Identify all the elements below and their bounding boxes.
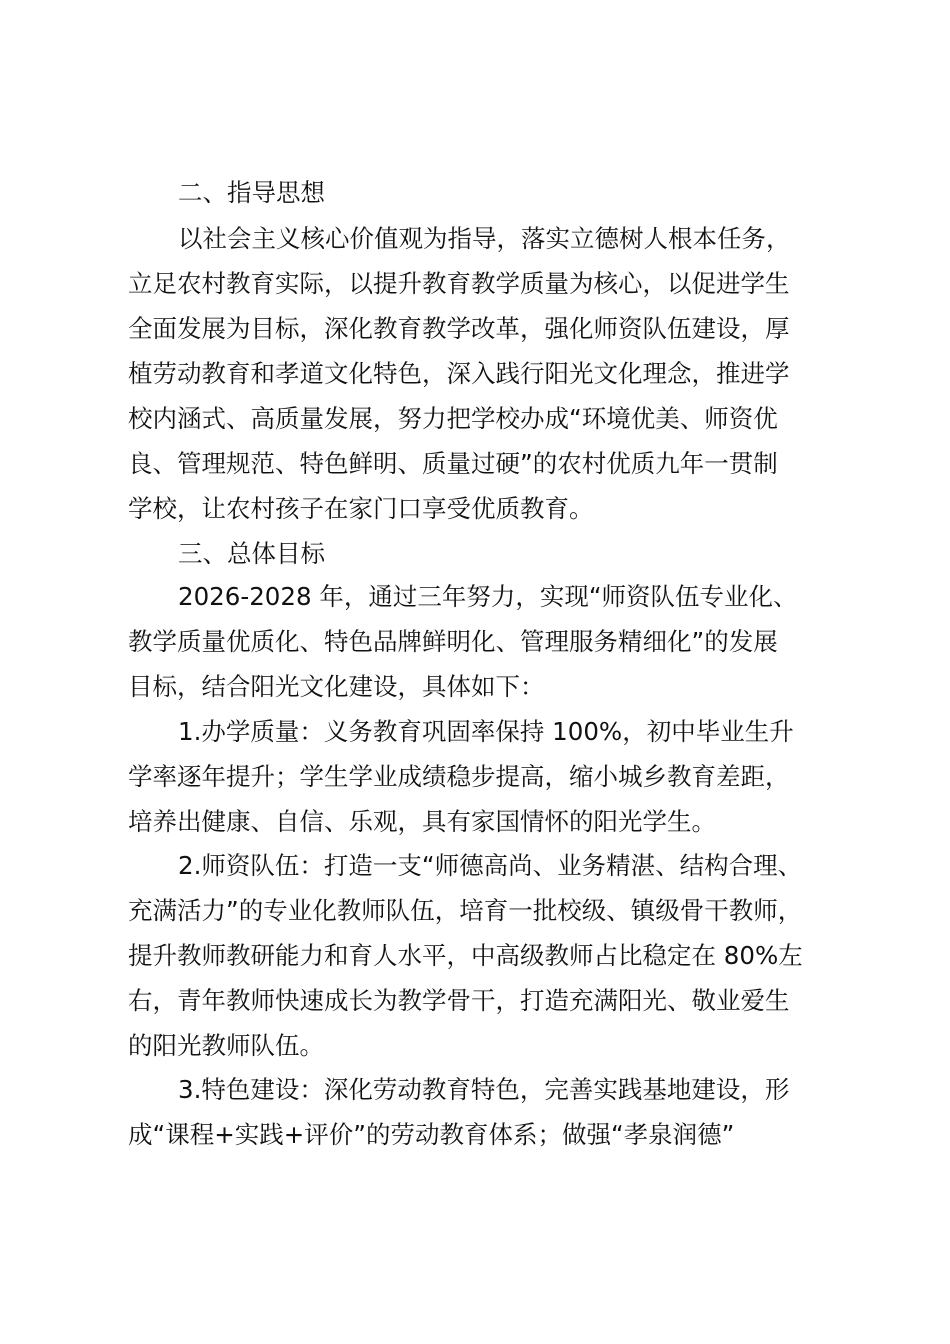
- section-heading-overall-goals: 三、总体目标: [178, 539, 325, 568]
- paragraph-line: 学校，让农村孩子在家门口享受优质教育。: [128, 494, 594, 523]
- paragraph-line: 的阳光教师队伍。: [128, 1031, 324, 1060]
- paragraph-line: 右，青年教师快速成长为教学骨干，打造充满阳光、敬业爱生: [128, 986, 790, 1015]
- paragraph-line: 提升教师教研能力和育人水平，中高级教师占比稳定在 80%左: [128, 941, 803, 970]
- list-item-school-quality: 1.办学质量：义务教育巩固率保持 100%，初中毕业生升: [178, 717, 794, 746]
- paragraph-line: 良、管理规范、特色鲜明、质量过硬”的农村优质九年一贯制: [128, 449, 778, 478]
- paragraph-line: 校内涵式、高质量发展，努力把学校办成“环境优美、师资优: [128, 404, 778, 433]
- paragraph-line: 充满活力”的专业化教师队伍，培育一批校级、镇级骨干教师，: [128, 896, 803, 925]
- paragraph-line: 以社会主义核心价值观为指导，落实立德树人根本任务，: [178, 224, 791, 253]
- paragraph-line: 教学质量优质化、特色品牌鲜明化、管理服务精细化”的发展: [128, 627, 778, 656]
- paragraph-line: 植劳动教育和孝道文化特色，深入践行阳光文化理念，推进学: [128, 359, 790, 388]
- section-heading-guiding-ideology: 二、指导思想: [178, 178, 325, 207]
- paragraph-line: 全面发展为目标，深化教育教学改革，强化师资队伍建设，厚: [128, 314, 790, 343]
- paragraph-line: 目标，结合阳光文化建设，具体如下：: [128, 672, 545, 701]
- paragraph-line: 培养出健康、自信、乐观，具有家国情怀的阳光学生。: [128, 807, 716, 836]
- paragraph-line: 成“课程+实践+评价”的劳动教育体系；做强“孝泉润德”: [128, 1120, 735, 1149]
- paragraph-line: 立足农村教育实际，以提升教育教学质量为核心，以促进学生: [128, 269, 790, 298]
- paragraph-line: 学率逐年提升；学生学业成绩稳步提高，缩小城乡教育差距，: [128, 762, 790, 791]
- paragraph-line: 2026-2028 年，通过三年努力，实现“师资队伍专业化、: [178, 582, 798, 611]
- list-item-characteristic-building: 3.特色建设：深化劳动教育特色，完善实践基地建设，形: [178, 1075, 790, 1104]
- list-item-teaching-staff: 2.师资队伍：打造一支“师德高尚、业务精湛、结构合理、: [178, 851, 803, 880]
